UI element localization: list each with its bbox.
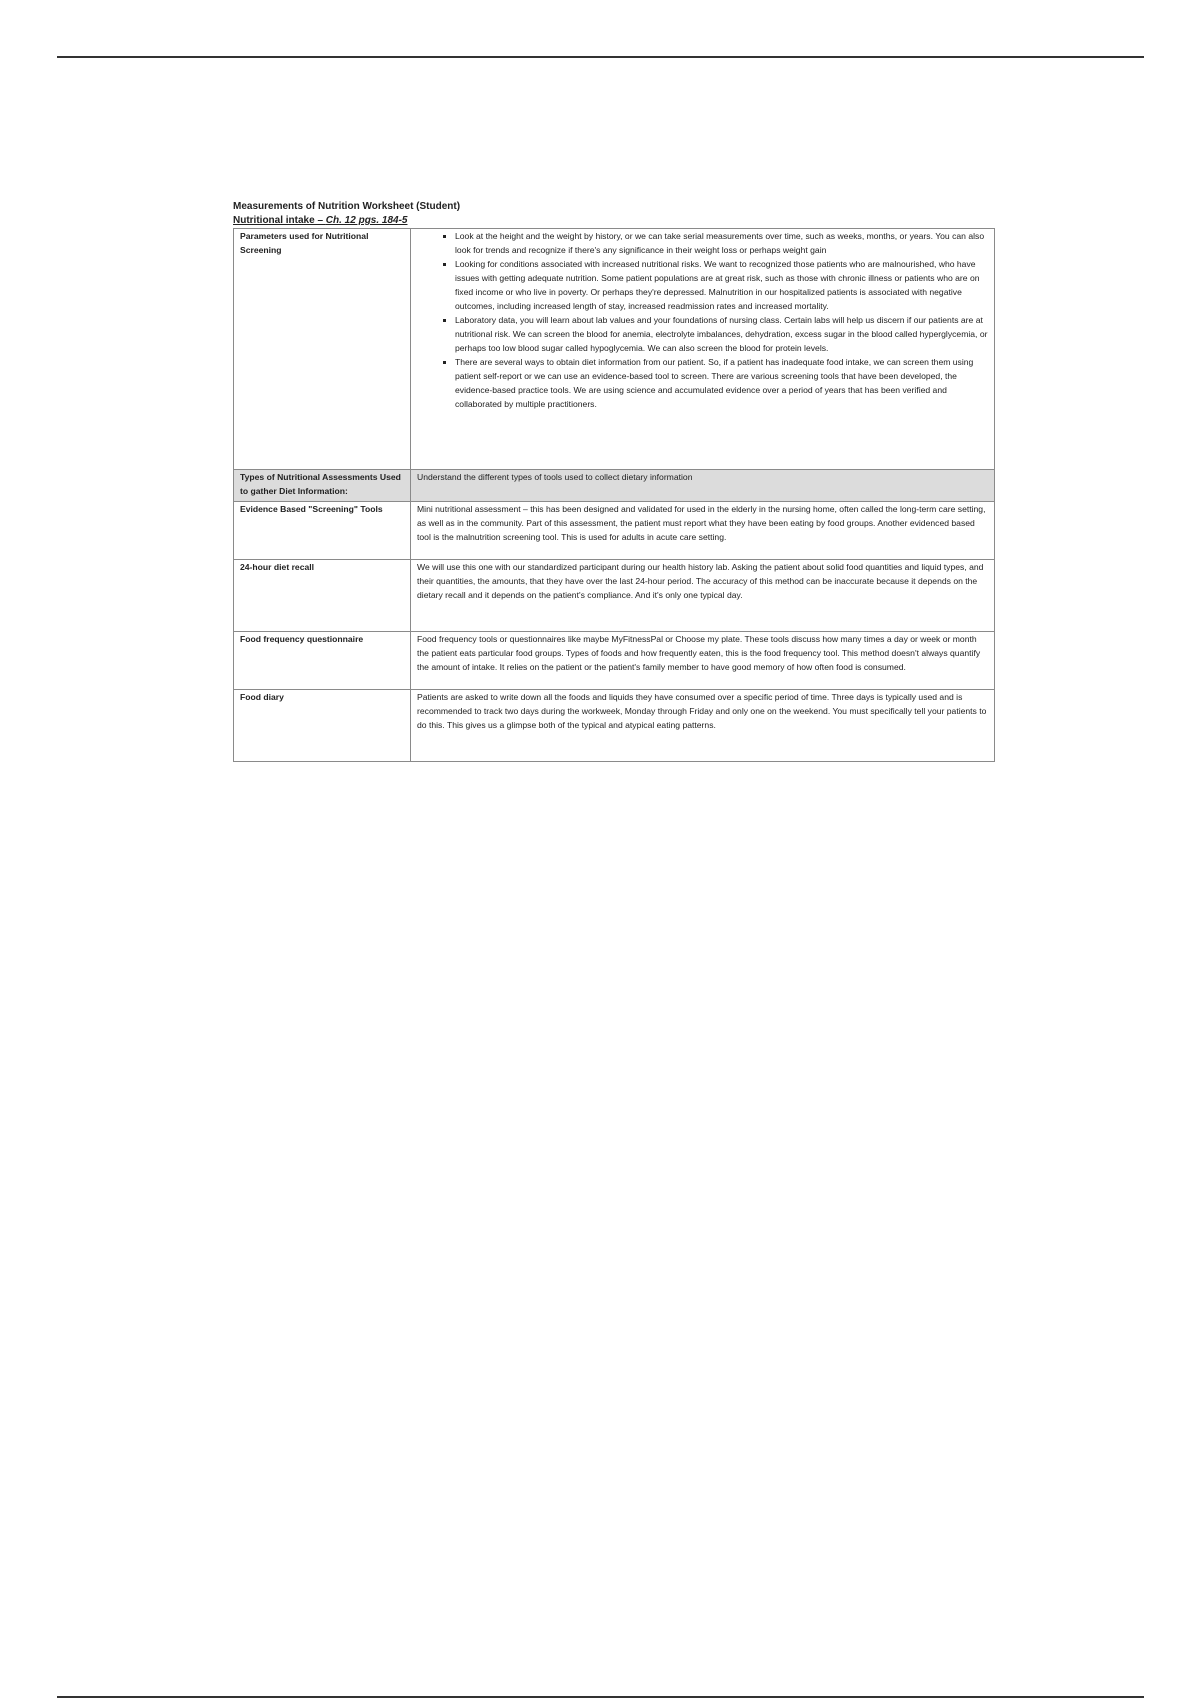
- table-row-diet-recall: [234, 560, 995, 632]
- list-item: ▪ Looking for conditions associated with increased nutritional risks. We want to recognized those patients who are malnourished, who have issues with getting adequate nutrition. Some patient populations are at great risk, such as those with chronic illness or patients who are on fixed income or who live in poverty. Or perhaps they're depressed. Malnutrition in our hospitalized patients is associated with negative outcomes, including increased length of stay, increased readmission rates and increased mortality.: [455, 257, 988, 313]
- row-label: Parameters used for Nutritional Screening: [234, 229, 411, 470]
- subtitle-chapter-reference: Ch. 12 pgs. 184-5: [325, 215, 408, 226]
- row-label: 24-hour diet recall: [234, 560, 411, 632]
- row-label: Evidence Based "Screening" Tools: [234, 502, 411, 560]
- table-row-screening-tools: [234, 502, 995, 560]
- page-header-rule: [57, 56, 1144, 58]
- page-footer-rule: [57, 1696, 1144, 1698]
- row-content: Patients are asked to write down all the foods and liquids they have consumed over a specific period of time. Three days is typically used and is recommended to track two days during the workweek, Monday through Friday and only one on the weekend. You must specifically tell your patients to do this. This gives us a glimpse both of the typical and atypical eating patterns.: [411, 690, 995, 762]
- row-label: Food frequency questionnaire: [234, 632, 411, 690]
- row-label: Types of Nutritional Assessments Used to gather Diet Information:: [234, 470, 411, 502]
- row-content: Mini nutritional assessment – this has been designed and validated for used in the elderly in the nursing home, often called the long-term care setting, as well as in the community. Part of this assessment, the patient must report what they have been eating by food groups. Another evidenced based tool is the malnutrition screening tool. This is used for adults in acute care setting.: [411, 502, 995, 560]
- table-row-food-frequency: [234, 632, 995, 690]
- table-row-parameters: [234, 229, 995, 470]
- subtitle-prefix: Nutritional intake –: [233, 215, 326, 226]
- worksheet-subtitle: [233, 214, 995, 228]
- row-content: We will use this one with our standardized participant during our health history lab. Asking the patient about solid food quantities and liquid types, and their quantities, the amounts, that they have over the last 24-hour period. The accuracy of this method can be inaccurate because it depends on the dietary recall and it depends on the patient's compliance. And it's only one typical day.: [411, 560, 995, 632]
- table-row-food-diary: [234, 690, 995, 762]
- worksheet-title: Measurements of Nutrition Worksheet (Student): [233, 201, 461, 212]
- list-item: ▪ Look at the height and the weight by history, or we can take serial measurements over time, such as weeks, months, or years. You can also look for trends and recognize if there's any significance in their weight loss or perhaps weight gain: [455, 229, 988, 257]
- worksheet: [233, 200, 995, 762]
- row-label: Food diary: [234, 690, 411, 762]
- parameters-bullet-list: [417, 229, 988, 411]
- row-content: Food frequency tools or questionnaires like maybe MyFitnessPal or Choose my plate. These tools discuss how many times a day or week or month the patient eats particular food groups. Types of foods and how frequently eaten, this is the food frequency tool. This method doesn't always quantify the amount of intake. It relies on the patient or the patient's family member to have good memory of how often food is consumed.: [411, 632, 995, 690]
- list-item: ▪ There are several ways to obtain diet information from our patient. So, if a patient has inadequate food intake, we can screen them using patient self-report or we can use an evidence-based tool to screen. There are various screening tools that have been developed, the evidence-based practice tools. We are using science and accumulated evidence over a period of years that has been verified and collaborated by multiple practitioners.: [455, 355, 988, 411]
- row-content: Understand the different types of tools used to collect dietary information: [411, 470, 995, 502]
- list-item: ▪ Laboratory data, you will learn about lab values and your foundations of nursing class. Certain labs will help us discern if our patients are at nutritional risk. We can screen the blood for anemia, electrolyte imbalances, dehydration, excess sugar in the blood called hyperglycemia, or perhaps too low blood sugar called hypoglycemia. We can also screen the blood for protein levels.: [455, 313, 988, 355]
- nutrition-table: [233, 228, 995, 762]
- table-row-assessment-types: [234, 470, 995, 502]
- row-content: [411, 229, 995, 470]
